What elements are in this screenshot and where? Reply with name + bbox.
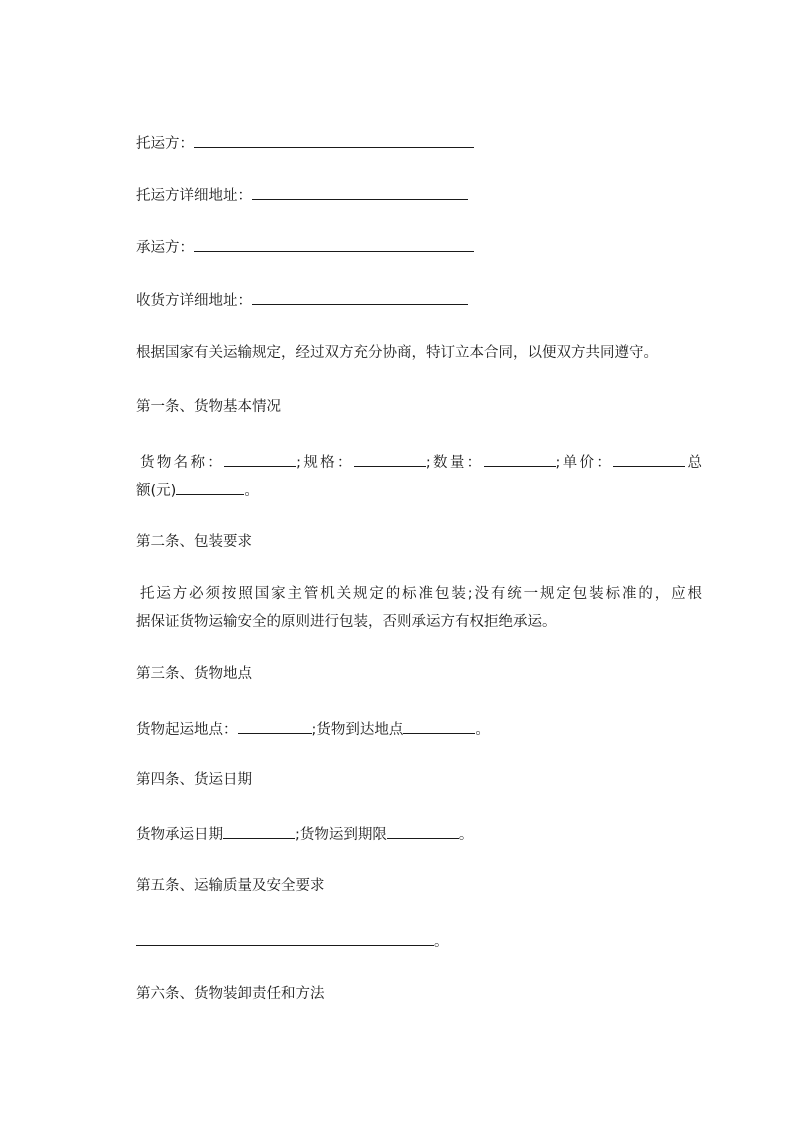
article5-title: 第五条、运输质量及安全要求 xyxy=(136,878,325,894)
quality-requirements-blank xyxy=(136,930,434,946)
article2-line1: 托运方必须按照国家主管机关规定的标准包装;没有统一规定包装标准的，应根 xyxy=(140,586,702,602)
origin-blank xyxy=(238,718,312,734)
goods-name-blank xyxy=(224,451,296,467)
goods-name-label: 货物名称： xyxy=(140,455,225,471)
spec-label: ;规格： xyxy=(296,455,354,471)
article1-body xyxy=(136,451,702,507)
shipper-address-label: 托运方详细地址： xyxy=(136,188,252,204)
shipper-blank xyxy=(194,132,474,148)
article1-end: 。 xyxy=(244,483,259,499)
shipper-address-line xyxy=(136,184,468,206)
carrier-label: 承运方： xyxy=(136,240,194,256)
start-date-blank xyxy=(223,823,295,839)
article3-line xyxy=(136,718,490,740)
quantity-label: ;数量： xyxy=(425,455,484,471)
article1-title: 第一条、货物基本情况 xyxy=(136,399,281,415)
carrier-blank xyxy=(194,236,474,252)
article2-body xyxy=(136,584,702,640)
start-date-label: 货物承运日期 xyxy=(136,827,223,843)
article4-end: 。 xyxy=(458,827,474,843)
article6-title: 第六条、货物装卸责任和方法 xyxy=(136,986,325,1002)
spec-blank xyxy=(354,451,426,467)
article5-line xyxy=(136,930,449,952)
carrier-line xyxy=(136,236,474,258)
article2-line2: 据保证货物运输安全的原则进行包装，否则承运方有权拒绝承运。 xyxy=(136,614,557,630)
deadline-label: ;货物运到期限 xyxy=(295,827,387,843)
destination-blank xyxy=(403,718,475,734)
article4-line xyxy=(136,823,473,845)
preamble: 根据国家有关运输规定，经过双方充分协商，特订立本合同，以便双方共同遵守。 xyxy=(136,345,658,361)
unit-price-blank xyxy=(613,451,685,467)
article1-row2 xyxy=(136,479,702,507)
origin-label: 货物起运地点： xyxy=(136,722,238,738)
consignee-address-line xyxy=(136,289,468,311)
consignee-address-blank xyxy=(252,289,468,305)
shipper-line xyxy=(136,132,474,154)
unit-price-label: ;单价： xyxy=(555,455,614,471)
destination-label: ;货物到达地点 xyxy=(311,722,404,738)
shipper-address-blank xyxy=(252,184,468,200)
article2-title: 第二条、包装要求 xyxy=(136,534,252,550)
article1-row1 xyxy=(136,451,702,479)
article3-title: 第三条、货物地点 xyxy=(136,666,252,682)
article3-end: 。 xyxy=(475,722,490,738)
article4-title: 第四条、货运日期 xyxy=(136,772,252,788)
deadline-blank xyxy=(387,823,459,839)
article5-end: 。 xyxy=(434,934,449,950)
quantity-blank xyxy=(484,451,556,467)
total-blank xyxy=(176,479,244,495)
consignee-address-label: 收货方详细地址： xyxy=(136,293,252,309)
total-label-a: 总 xyxy=(685,455,703,471)
total-label-b: 额(元) xyxy=(136,483,177,499)
shipper-label: 托运方： xyxy=(136,136,194,152)
